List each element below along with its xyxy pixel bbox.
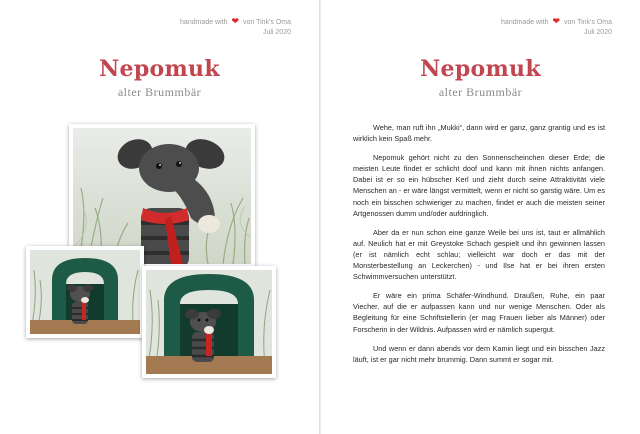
header-prefix: handmade with <box>180 19 228 26</box>
page-title-right: Nepomuk <box>420 56 541 82</box>
page-header-right <box>501 16 612 38</box>
page-header <box>180 16 291 38</box>
paragraph: Er wäre ein prima Schäfer-Windhund. Draußen, Ruhe, ein paar Viecher, auf die er aufpassen kann und nur wenige Menschen. Oder als Begleitung für eine Schriftstellerin (er mag Frauen lieber als Männer) oder Forscherin in der Wildnis. Aufpassen wird er nämlich supergut. <box>353 291 605 334</box>
paragraph: Nepomuk gehört nicht zu den Sonnenscheinchen dieser Erde; die meisten Leute findet er schlicht doof und kann mit ihnen nichts anfangen. Dabei ist er so ein hübscher Kerl und zieht durch seine Attraktivität viele Menschen an - er wäre längst vermittelt, wenn er nicht so garstig wäre. Um es noch ein bisschen schwieriger zu machen, findet er auch die meisten seiner Artgenossen dumm und/oder aufdringlich. <box>353 153 605 218</box>
heart-icon-right: ❤ <box>552 16 561 26</box>
header-prefix-right: handmade with <box>501 19 549 26</box>
heart-icon: ❤ <box>231 16 240 26</box>
header-suffix: von Tink's Oma <box>242 19 291 26</box>
photo-small-right <box>142 266 276 378</box>
right-page <box>321 0 640 434</box>
story-text <box>353 122 605 373</box>
paragraph: Aber da er nun schon eine ganze Weile bei uns ist, taut er allmählich auf. Neulich hat er mit Greystoke Schach gespielt und ihn gewinnen lassen (er ist nämlich echt schlau; vielleicht war doch er das mit der Monsterbestellung an Leckerchen) - und Ilse hat er bei ihren ersten Schwimmversuchen unterstützt. <box>353 227 605 282</box>
left-page <box>0 0 319 434</box>
header-date: Juli 2020 <box>262 29 291 36</box>
photo-small-left <box>26 246 144 338</box>
page-title: Nepomuk <box>99 56 220 82</box>
header-date-right: Juli 2020 <box>583 29 612 36</box>
header-line-right <box>501 16 612 28</box>
paragraph: Wehe, man ruft ihn „Mukki“, dann wird er ganz, ganz grantig und es ist wirklich kein Spaß mehr. <box>353 123 605 144</box>
header-suffix-right: von Tink's Oma <box>563 19 612 26</box>
header-line <box>180 16 291 28</box>
page-subtitle: alter Brummbär <box>117 85 202 99</box>
paragraph: Und wenn er dann abends vor dem Kamin liegt und ein bisschen Jazz läuft, ist er gar nicht mehr brummig. Dann summt er sogar mit. <box>353 343 605 364</box>
page-subtitle-right: alter Brummbär <box>438 85 523 99</box>
